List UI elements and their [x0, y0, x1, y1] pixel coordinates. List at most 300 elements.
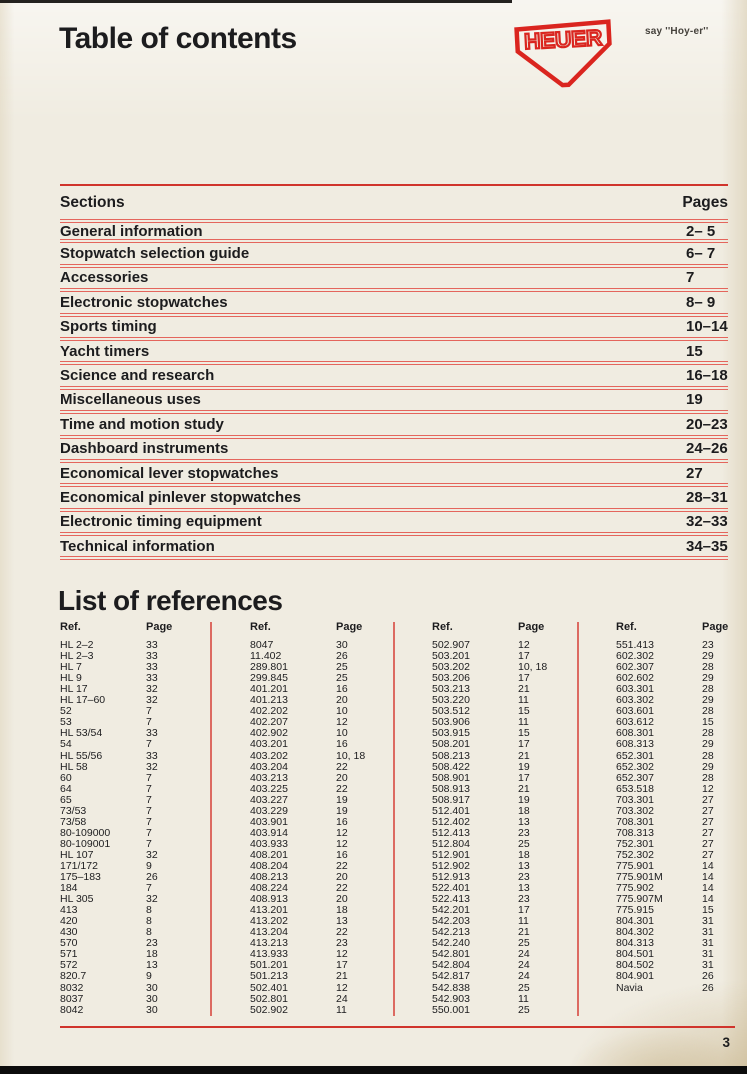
sections-row: [60, 365, 728, 389]
ref-value: 603.302: [616, 694, 654, 707]
section-label: Technical information: [60, 537, 215, 555]
page-value: 26: [702, 970, 714, 983]
ref-row: [616, 773, 747, 784]
ref-value: 653.518: [616, 782, 654, 795]
page-value: 22: [336, 782, 348, 795]
ref-value: HL 17: [60, 683, 88, 696]
ref-row: [250, 994, 420, 1005]
section-pages: 16–18: [686, 367, 728, 385]
page-value: 29: [702, 694, 714, 707]
ref-value: 608.301: [616, 727, 654, 740]
ref-row: [250, 983, 420, 994]
ref-value: 503.512: [432, 705, 470, 718]
page-value: 16: [336, 815, 348, 828]
page-value: 13: [518, 882, 530, 895]
page-value: 24: [518, 948, 530, 961]
ref-value: 571: [60, 948, 78, 961]
page-value: 12: [336, 716, 348, 729]
page-value: 12: [336, 948, 348, 961]
page-value: 24: [336, 992, 348, 1005]
ref-value: 542.838: [432, 981, 470, 994]
ref-header: Ref.: [616, 621, 637, 633]
ref-row: [60, 894, 230, 905]
section-label: Dashboard instruments: [60, 440, 229, 458]
page-value: 8: [146, 926, 152, 939]
page-value: 7: [146, 782, 152, 795]
page-value: 31: [702, 915, 714, 928]
page-bottom-edge: [0, 1066, 747, 1074]
page-value: 25: [336, 672, 348, 685]
ref-row: [60, 916, 230, 927]
page-header: Page: [146, 621, 173, 633]
page-value: 17: [518, 771, 530, 784]
ref-value: 8037: [60, 992, 84, 1005]
ref-value: 413.933: [250, 948, 288, 961]
ref-value: HL 58: [60, 760, 88, 773]
page-value: 28: [702, 749, 714, 762]
ref-column-header: [250, 622, 420, 633]
ref-row: [60, 994, 230, 1005]
ref-value: 804.313: [616, 937, 654, 950]
ref-value: 542.804: [432, 959, 470, 972]
page-header: Page: [336, 621, 363, 633]
page-value: 7: [146, 826, 152, 839]
page-value: 17: [518, 904, 530, 917]
page-number: 3: [722, 1035, 730, 1050]
ref-row: [60, 983, 230, 994]
ref-value: 550.001: [432, 1003, 470, 1016]
ref-value: 502.902: [250, 1003, 288, 1016]
ref-value: 775.907M: [616, 893, 663, 906]
ref-row: [250, 1005, 420, 1016]
ref-value: 804.301: [616, 915, 654, 928]
ref-value: 403.901: [250, 815, 288, 828]
page-value: 28: [702, 727, 714, 740]
page-value: 33: [146, 727, 158, 740]
ref-value: 512.901: [432, 848, 470, 861]
ref-value: 542.817: [432, 970, 470, 983]
page-value: 8: [146, 904, 152, 917]
ref-value: 775.901: [616, 859, 654, 872]
ref-value: HL 9: [60, 672, 82, 685]
section-label: Yacht timers: [60, 342, 150, 360]
page-value: 22: [336, 859, 348, 872]
ref-value: 542.201: [432, 904, 470, 917]
section-pages: 20–23: [686, 415, 728, 433]
page-value: 16: [336, 848, 348, 861]
page-value: 14: [702, 859, 714, 872]
ref-value: 503.201: [432, 650, 470, 663]
ref-value: 184: [60, 882, 78, 895]
page-value: 27: [702, 826, 714, 839]
ref-row: [616, 983, 747, 994]
ref-value: HL 2–2: [60, 639, 94, 652]
ref-value: 512.413: [432, 826, 470, 839]
page-value: 18: [518, 804, 530, 817]
page-value: 11: [518, 716, 529, 729]
ref-row: [60, 695, 230, 706]
ref-value: 402.207: [250, 716, 288, 729]
ref-row: [60, 706, 230, 717]
ref-value: 542.203: [432, 915, 470, 928]
ref-row: [60, 773, 230, 784]
page-value: 32: [146, 893, 158, 906]
ref-value: 289.801: [250, 661, 288, 674]
ref-value: 403.227: [250, 793, 288, 806]
ref-value: 501.201: [250, 959, 288, 972]
ref-value: 54: [60, 738, 72, 751]
pronunciation-text: say ''Hoy-er'': [645, 26, 709, 37]
page-value: 28: [702, 771, 714, 784]
ref-header: Ref.: [250, 621, 271, 633]
page-value: 23: [146, 937, 158, 950]
ref-value: HL 107: [60, 848, 94, 861]
ref-value: 401.213: [250, 694, 288, 707]
page-value: 12: [518, 639, 530, 652]
page-value: 23: [518, 871, 530, 884]
ref-value: 804.901: [616, 970, 654, 983]
ref-value: 703.302: [616, 804, 654, 817]
page-value: 28: [702, 683, 714, 696]
page-value: 27: [702, 815, 714, 828]
page-value: 21: [518, 683, 530, 696]
section-pages: 6– 7: [686, 245, 716, 263]
page-value: 11: [336, 1003, 347, 1016]
ref-value: 503.213: [432, 683, 470, 696]
sections-row: [60, 341, 728, 365]
section-pages: 32–33: [686, 513, 728, 531]
pages-header-label: Pages: [682, 193, 728, 211]
ref-value: 652.307: [616, 771, 654, 784]
ref-value: 503.220: [432, 694, 470, 707]
ref-row: [250, 773, 420, 784]
page-value: 7: [146, 771, 152, 784]
section-label: Miscellaneous uses: [60, 391, 201, 409]
ref-value: 11.402: [250, 650, 282, 663]
sections-row: [60, 414, 728, 438]
ref-value: 53: [60, 716, 72, 729]
ref-value: 804.502: [616, 959, 654, 972]
page-value: 13: [518, 815, 530, 828]
page-value: 14: [702, 893, 714, 906]
ref-row: [616, 762, 747, 773]
ref-value: 503.202: [432, 661, 470, 674]
ref-row: [60, 971, 230, 982]
page-value: 32: [146, 848, 158, 861]
heuer-logo-text: HEUER: [523, 25, 602, 55]
page-value: 13: [518, 859, 530, 872]
ref-value: 752.301: [616, 837, 654, 850]
ref-value: 522.401: [432, 882, 470, 895]
page-value: 23: [518, 826, 530, 839]
sections-header-label: Sections: [60, 193, 125, 211]
page-value: 20: [336, 871, 348, 884]
page-header: Page: [702, 621, 729, 633]
page-value: 12: [336, 826, 348, 839]
page-value: 21: [518, 782, 530, 795]
ref-value: 542.240: [432, 937, 470, 950]
section-pages: 19: [686, 391, 703, 409]
page-value: 21: [518, 926, 530, 939]
ref-value: 502.907: [432, 639, 470, 652]
section-label: Stopwatch selection guide: [60, 245, 250, 263]
ref-value: HL 55/56: [60, 749, 103, 762]
ref-row: [616, 971, 747, 982]
ref-value: 8042: [60, 1003, 84, 1016]
ref-value: 413.213: [250, 937, 288, 950]
sections-row: [60, 243, 728, 267]
page-value: 19: [336, 793, 348, 806]
ref-value: 804.302: [616, 926, 654, 939]
ref-value: 502.801: [250, 992, 288, 1005]
column-separator: [577, 622, 579, 1016]
page-value: 31: [702, 926, 714, 939]
ref-value: 408.913: [250, 893, 288, 906]
ref-value: 175–183: [60, 871, 101, 884]
ref-value: 8032: [60, 981, 84, 994]
ref-value: 708.313: [616, 826, 654, 839]
page-value: 21: [518, 749, 530, 762]
ref-header: Ref.: [432, 621, 453, 633]
page-value: 28: [702, 705, 714, 718]
page-value: 30: [146, 981, 158, 994]
ref-value: 73/58: [60, 815, 87, 828]
page-value: 15: [518, 727, 530, 740]
page-value: 21: [336, 970, 348, 983]
page-value: 27: [702, 837, 714, 850]
page-value: 17: [518, 672, 530, 685]
page-value: 9: [146, 970, 152, 983]
ref-value: 502.401: [250, 981, 288, 994]
ref-value: 503.906: [432, 716, 470, 729]
section-label: Economical pinlever stopwatches: [60, 488, 301, 506]
page-value: 24: [518, 970, 530, 983]
ref-value: 503.206: [432, 672, 470, 685]
ref-column: [60, 622, 230, 1016]
sections-row: [60, 219, 728, 243]
page-value: 23: [518, 893, 530, 906]
ref-value: 413.204: [250, 926, 288, 939]
ref-column: [616, 622, 747, 994]
page-top-edge: [0, 0, 512, 3]
ref-value: 804.501: [616, 948, 654, 961]
ref-row: [60, 927, 230, 938]
page-value: 23: [702, 639, 714, 652]
page-value: 14: [702, 871, 714, 884]
section-pages: 15: [686, 342, 703, 360]
page-value: 7: [146, 837, 152, 850]
ref-value: 8047: [250, 639, 274, 652]
page-value: 7: [146, 793, 152, 806]
ref-value: HL 305: [60, 893, 94, 906]
page-value: 20: [336, 771, 348, 784]
page-value: 30: [146, 1003, 158, 1016]
page-value: 12: [702, 782, 714, 795]
ref-row: [60, 949, 230, 960]
page-value: 18: [146, 948, 158, 961]
ref-value: 512.401: [432, 804, 470, 817]
ref-value: HL 17–60: [60, 694, 106, 707]
page-value: 29: [702, 650, 714, 663]
section-pages: 2– 5: [686, 222, 716, 240]
page-value: 19: [518, 760, 530, 773]
ref-row: [60, 762, 230, 773]
page-value: 26: [702, 981, 714, 994]
ref-value: 572: [60, 959, 78, 972]
ref-value: 403.914: [250, 826, 288, 839]
ref-value: 775.902: [616, 882, 654, 895]
page-value: 33: [146, 661, 158, 674]
page-value: 10, 18: [336, 749, 366, 762]
sections-row: [60, 487, 728, 511]
ref-value: 52: [60, 705, 72, 718]
section-pages: 8– 9: [686, 293, 716, 311]
page-value: 33: [146, 672, 158, 685]
page-value: 16: [336, 683, 348, 696]
ref-row: [250, 739, 420, 750]
section-label: Electronic timing equipment: [60, 513, 262, 531]
section-label: Electronic stopwatches: [60, 293, 228, 311]
section-pages: 7: [686, 269, 695, 287]
page-value: 22: [336, 926, 348, 939]
ref-value: 403.933: [250, 837, 288, 850]
page-value: 7: [146, 738, 152, 751]
page-value: 9: [146, 859, 152, 872]
ref-value: 408.213: [250, 871, 288, 884]
ref-value: 508.917: [432, 793, 470, 806]
page-value: 7: [146, 705, 152, 718]
references-title: List of references: [58, 585, 283, 616]
page-value: 26: [336, 650, 348, 663]
page-value: 14: [702, 882, 714, 895]
page-value: 17: [336, 959, 348, 972]
ref-value: 65: [60, 793, 72, 806]
ref-value: 402.902: [250, 727, 288, 740]
section-label: Accessories: [60, 269, 149, 287]
page-value: 26: [146, 871, 158, 884]
ref-value: 542.903: [432, 992, 470, 1005]
ref-value: 775.915: [616, 904, 654, 917]
section-pages: 34–35: [686, 537, 728, 555]
ref-value: 508.201: [432, 738, 470, 751]
ref-value: 603.612: [616, 716, 654, 729]
ref-value: 60: [60, 771, 72, 784]
page-value: 30: [146, 992, 158, 1005]
page-value: 30: [336, 639, 348, 652]
sections-rows: [60, 219, 728, 560]
page-value: 11: [518, 992, 529, 1005]
page-value: 10, 18: [518, 661, 548, 674]
ref-value: 402.202: [250, 705, 288, 718]
ref-value: 603.301: [616, 683, 654, 696]
page-value: 8: [146, 915, 152, 928]
ref-value: 602.307: [616, 661, 654, 674]
page-value: 31: [702, 959, 714, 972]
ref-row: [250, 971, 420, 982]
ref-row: [60, 938, 230, 949]
page-value: 28: [702, 661, 714, 674]
ref-value: 602.602: [616, 672, 654, 685]
page-value: 23: [336, 937, 348, 950]
ref-column-header: [60, 622, 230, 633]
column-separator: [210, 622, 212, 1016]
ref-row: [60, 728, 230, 739]
page-value: 29: [702, 738, 714, 751]
ref-value: 551.413: [616, 639, 654, 652]
sections-row: [60, 536, 728, 560]
page-value: 10: [336, 705, 348, 718]
page-value: 10: [336, 727, 348, 740]
page-value: 13: [336, 915, 348, 928]
ref-value: 403.225: [250, 782, 288, 795]
ref-value: 503.915: [432, 727, 470, 740]
ref-value: 603.601: [616, 705, 654, 718]
page-value: 29: [702, 760, 714, 773]
page-value: 7: [146, 716, 152, 729]
ref-value: 752.302: [616, 848, 654, 861]
ref-value: 501.213: [250, 970, 288, 983]
section-label: General information: [60, 222, 203, 240]
page-value: 22: [336, 760, 348, 773]
sections-row: [60, 390, 728, 414]
ref-value: 775.901M: [616, 871, 663, 884]
ref-row: [616, 751, 747, 762]
page-value: 7: [146, 815, 152, 828]
ref-value: 413.202: [250, 915, 288, 928]
page-value: 18: [518, 848, 530, 861]
ref-row: [60, 651, 230, 662]
page-value: 31: [702, 948, 714, 961]
sections-row: [60, 512, 728, 536]
ref-value: 570: [60, 937, 78, 950]
ref-header: Ref.: [60, 621, 81, 633]
ref-value: 508.913: [432, 782, 470, 795]
ref-value: 80-109001: [60, 837, 111, 850]
sections-row: [60, 317, 728, 341]
page-value: 32: [146, 683, 158, 696]
ref-value: 299.845: [250, 672, 288, 685]
page-value: 31: [702, 937, 714, 950]
ref-row: [60, 784, 230, 795]
page-value: 7: [146, 804, 152, 817]
ref-value: 820.7: [60, 970, 87, 983]
ref-value: 508.422: [432, 760, 470, 773]
ref-value: 403.204: [250, 760, 288, 773]
ref-value: 80-109000: [60, 826, 111, 839]
page-value: 25: [518, 837, 530, 850]
page-value: 19: [518, 793, 530, 806]
ref-value: 403.229: [250, 804, 288, 817]
footer-rule: [60, 1026, 735, 1028]
ref-column: [250, 622, 420, 1016]
page-value: 32: [146, 760, 158, 773]
page-value: 25: [518, 937, 530, 950]
page-value: 33: [146, 650, 158, 663]
ref-value: 703.301: [616, 793, 654, 806]
page-value: 32: [146, 694, 158, 707]
ref-value: 408.224: [250, 882, 288, 895]
section-label: Time and motion study: [60, 415, 224, 433]
ref-value: Navia: [616, 981, 643, 994]
ref-value: 408.201: [250, 848, 288, 861]
section-pages: 27: [686, 464, 703, 482]
page-value: 11: [518, 694, 529, 707]
page-value: 11: [518, 915, 529, 928]
sections-header: [60, 186, 728, 219]
page-value: 27: [702, 804, 714, 817]
ref-value: 512.804: [432, 837, 470, 850]
ref-value: HL 53/54: [60, 727, 103, 740]
